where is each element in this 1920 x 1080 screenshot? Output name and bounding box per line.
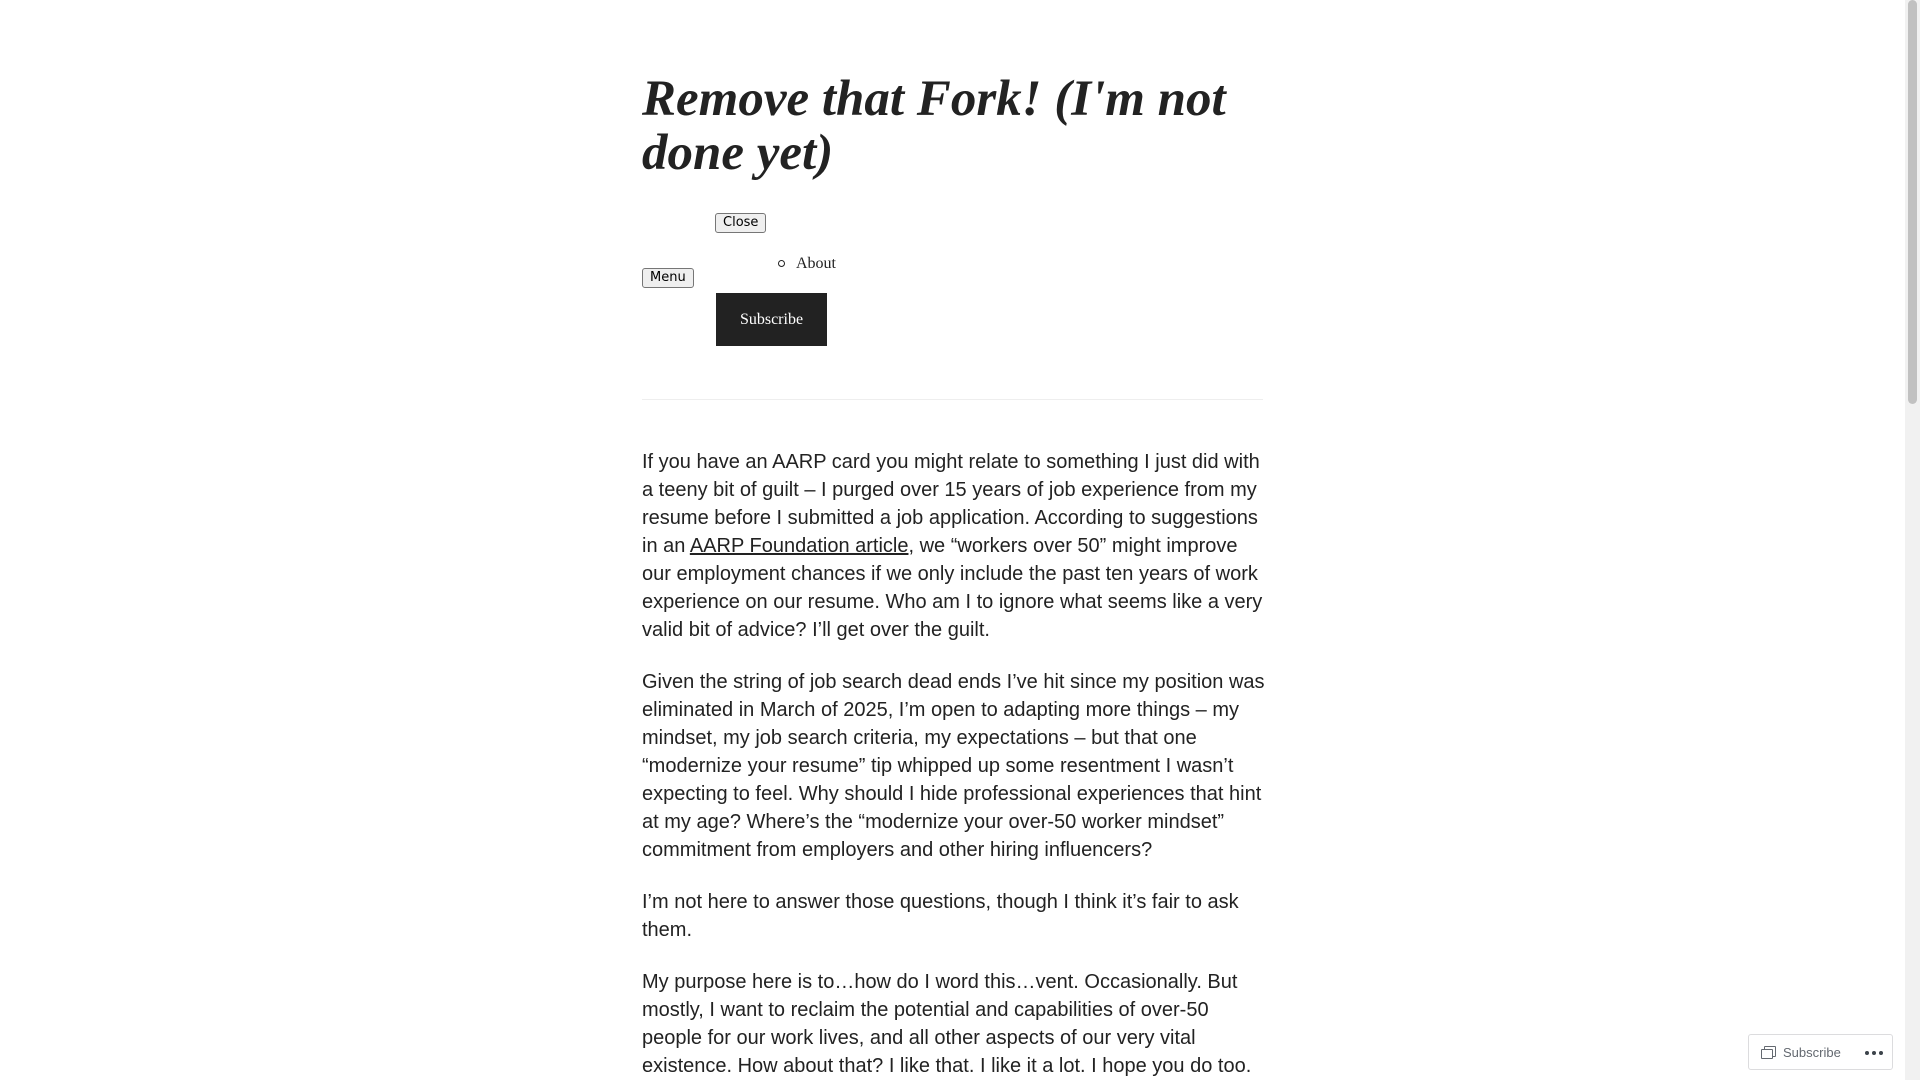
subscribe-button[interactable]: Subscribe [716, 293, 827, 346]
page-scrollbar[interactable] [1905, 0, 1920, 1080]
post-content [642, 448, 1267, 1080]
paragraph-1-end: , we “workers over 50” might improve our employment chances if we only include the past ten years of work experience on our resume. Who am I to ignore what seems like a very valid bit of advice? I’ll get over the guilt. [642, 535, 1263, 641]
paragraph-1 [642, 448, 1267, 644]
close-menu-button[interactable]: Close [715, 213, 766, 233]
site-title: Remove that Fork! (I'm not done yet) [642, 71, 1226, 181]
aarp-article-link[interactable]: AARP Foundation article [689, 535, 909, 557]
follow-bar [1748, 1034, 1893, 1070]
follow-subscribe-button[interactable] [1761, 1035, 1841, 1069]
header-divider [642, 399, 1263, 400]
paragraph-4: My purpose here is to…how do I word this…vent. Occasionally. But mostly, I want to reclaim the potential and capabilities of over-50 people for our work lives, and all other aspects of our very vital existence. How about that? I like that. I like it a lot. I hope you do too. [642, 971, 1252, 1077]
more-options-icon[interactable] [1865, 1051, 1883, 1055]
menu-toggle-button[interactable]: Menu [642, 268, 694, 288]
paragraph-3: I’m not here to answer those questions, though I think it’s fair to ask them. [642, 891, 1239, 941]
reader-icon [1761, 1046, 1776, 1059]
menu-link-about[interactable]: About [796, 255, 836, 272]
scrollbar-thumb[interactable] [1908, 0, 1917, 404]
list-bullet-icon [778, 260, 785, 267]
paragraph-2: Given the string of job search dead ends I’ve hit since my position was eliminated in March of 2025, I’m open to adapting more things – my mindset, my job search criteria, my expectations – but that one “modernize your resume” tip whipped up some resentment I wasn’t expecting to feel. Why should I hide professional experiences that hint at my age? Where’s the “modernize your over-50 worker mindset” commitment from employers and other hiring influencers? [642, 671, 1265, 861]
paragraph-1-start: If you have an AARP card you might relate to something I just did with a teeny bit of guilt – I purged over 15 years of job experience from my resume before I submitted a job application. According to suggestions in an [642, 451, 1260, 557]
follow-subscribe-label: Subscribe [1783, 1044, 1841, 1060]
menu-item-about [796, 252, 836, 276]
primary-menu [796, 252, 836, 276]
